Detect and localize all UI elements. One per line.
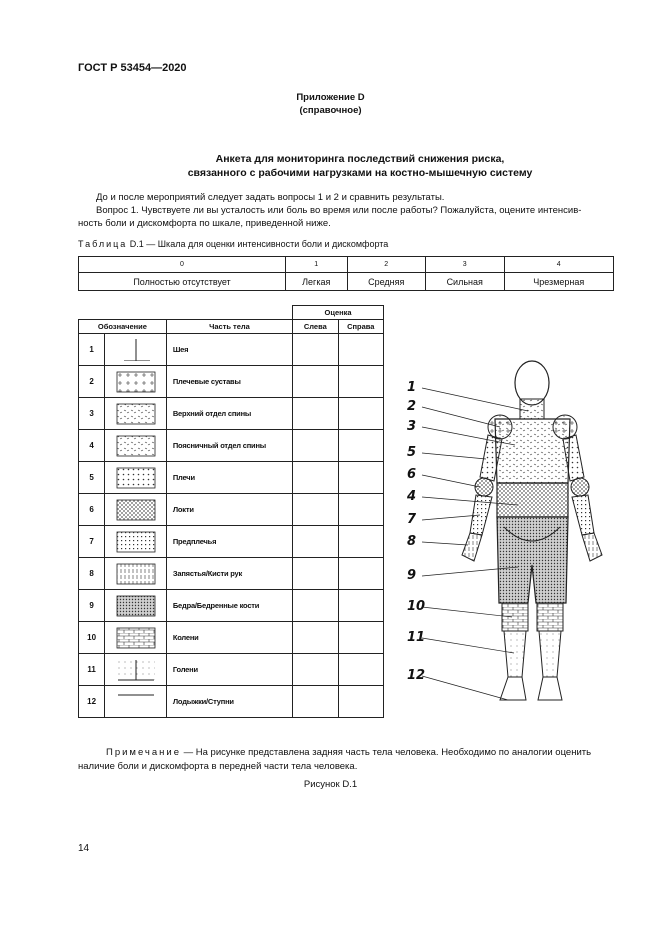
pattern-symbol	[105, 526, 167, 558]
figure-label: 9	[407, 568, 417, 583]
pattern-symbol	[105, 654, 167, 686]
scale-score-cell: 2	[347, 257, 425, 273]
body-part-row	[79, 654, 384, 686]
body-part-name: Голени	[166, 654, 292, 686]
note-text: — На рисунке представлена задняя часть тела человека. Необходимо по аналогии оценить	[181, 747, 592, 758]
note-line-2: наличие боли и дискомфорта в передней части тела человека.	[78, 761, 358, 772]
pattern-dense-icon	[116, 595, 156, 617]
right-rating-cell[interactable]	[338, 398, 383, 430]
body-part-row	[79, 590, 384, 622]
row-number: 2	[79, 366, 105, 398]
title-line-1: Анкета для мониторинга последствий снижения риска,	[215, 153, 505, 165]
right-rating-cell[interactable]	[338, 430, 383, 462]
scale-score-cell: 3	[425, 257, 504, 273]
scale-score-row	[79, 257, 614, 273]
note	[78, 746, 618, 774]
scale-score-cell: 0	[79, 257, 286, 273]
figure-shin-left	[504, 631, 526, 677]
pattern-symbol	[105, 334, 167, 366]
row-number: 6	[79, 494, 105, 526]
figure-label: 3	[407, 419, 417, 434]
body-part-name: Предплечья	[166, 526, 292, 558]
row-number: 12	[79, 686, 105, 718]
body-part-name: Шея	[166, 334, 292, 366]
appendix-subtitle: (справочное)	[299, 105, 362, 116]
pattern-grid-icon	[116, 531, 156, 553]
body-figure	[400, 355, 620, 715]
body-part-row	[79, 334, 384, 366]
figure-label: 2	[407, 399, 417, 414]
right-rating-cell[interactable]	[338, 654, 383, 686]
standard-number: ГОСТ Р 53454—2020	[78, 62, 187, 74]
figure-hand-right	[582, 533, 602, 561]
pattern-dots-icon	[116, 467, 156, 489]
row-number: 8	[79, 558, 105, 590]
pattern-symbol	[105, 558, 167, 590]
row-number: 3	[79, 398, 105, 430]
body-part-row	[79, 686, 384, 718]
body-part-row	[79, 366, 384, 398]
left-rating-cell[interactable]	[293, 494, 338, 526]
figure-head	[515, 361, 549, 405]
row-number: 9	[79, 590, 105, 622]
left-rating-cell[interactable]	[293, 398, 338, 430]
pattern-symbol	[105, 494, 167, 526]
figure-foot-right	[538, 677, 562, 700]
body-part-row	[79, 526, 384, 558]
scale-label-cell: Сильная	[425, 273, 504, 291]
scale-score-cell: 1	[286, 257, 347, 273]
figure-label: 8	[407, 534, 417, 549]
row-number: 10	[79, 622, 105, 654]
pattern-vlines-icon	[116, 563, 156, 585]
figure-label: 7	[407, 512, 417, 527]
body-part-name: Колени	[166, 622, 292, 654]
pattern-dash-icon	[116, 403, 156, 425]
row-number: 4	[79, 430, 105, 462]
right-rating-cell[interactable]	[338, 526, 383, 558]
left-rating-cell[interactable]	[293, 366, 338, 398]
scale-label-row	[79, 273, 614, 291]
row-number: 7	[79, 526, 105, 558]
figure-elbow-right	[571, 478, 589, 496]
table-caption-text: D.1 — Шкала для оценки интенсивности боли и дискомфорта	[127, 239, 389, 249]
figure-label: 12	[407, 668, 426, 683]
left-rating-cell[interactable]	[293, 622, 338, 654]
group-header-row	[79, 306, 384, 320]
pain-scale-table	[78, 256, 614, 291]
right-rating-cell[interactable]	[338, 622, 383, 654]
row-number: 1	[79, 334, 105, 366]
intro-paragraph-2	[78, 204, 618, 230]
intro-p2-line-2: ность боли и дискомфорта по шкале, приведенной ниже.	[78, 218, 331, 229]
figure-label: 4	[407, 489, 417, 504]
pattern-foot-icon	[116, 691, 156, 713]
left-column-header: Слева	[293, 320, 338, 334]
pattern-symbol	[105, 622, 167, 654]
body-part-name: Бедра/Бедренные кости	[166, 590, 292, 622]
column-header-row	[79, 320, 384, 334]
table-caption	[78, 239, 388, 249]
scale-score-cell: 4	[504, 257, 613, 273]
body-part-name: Верхний отдел спины	[166, 398, 292, 430]
body-part-row	[79, 462, 384, 494]
figure-label: 6	[407, 467, 417, 482]
scale-label-cell: Полностью отсутствует	[79, 273, 286, 291]
right-rating-cell[interactable]	[338, 334, 383, 366]
pattern-brick-icon	[116, 627, 156, 649]
title-line-2: связанного с рабочими нагрузками на костно-мышечную систему	[187, 167, 533, 179]
pattern-symbol	[105, 462, 167, 494]
note-prefix: Примечание	[106, 747, 181, 758]
rating-group-header: Оценка	[293, 306, 384, 320]
right-rating-cell[interactable]	[338, 558, 383, 590]
left-rating-cell[interactable]	[293, 558, 338, 590]
figure-knee-left	[502, 603, 528, 631]
figure-caption: Рисунок D.1	[303, 779, 358, 790]
right-rating-cell[interactable]	[338, 686, 383, 718]
pattern-symbol	[105, 430, 167, 462]
body-parts-table	[78, 305, 384, 718]
figure-knee-right	[537, 603, 563, 631]
body-part-row	[79, 622, 384, 654]
intro-paragraph-1: До и после мероприятий следует задать вопросы 1 и 2 и сравнить результаты.	[96, 192, 445, 203]
body-part-row	[79, 558, 384, 590]
figure-label: 11	[407, 630, 426, 645]
figure-label: 5	[407, 445, 417, 460]
body-part-row	[79, 430, 384, 462]
body-part-row	[79, 494, 384, 526]
body-part-name: Поясничный отдел спины	[166, 430, 292, 462]
body-part-name: Запястья/Кисти рук	[166, 558, 292, 590]
figure-neck	[520, 399, 544, 419]
body-part-name: Плечи	[166, 462, 292, 494]
left-rating-cell[interactable]	[293, 590, 338, 622]
body-part-name: Лодыжки/Ступни	[166, 686, 292, 718]
part-column-header: Часть тела	[166, 320, 292, 334]
pattern-symbol	[105, 398, 167, 430]
scale-label-cell: Чрезмерная	[504, 273, 613, 291]
scale-label-cell: Средняя	[347, 273, 425, 291]
figure-forearm-right	[572, 495, 594, 535]
right-rating-cell[interactable]	[338, 366, 383, 398]
figure-label: 1	[407, 380, 417, 395]
figure-hand-left	[462, 533, 482, 561]
pattern-symbol	[105, 366, 167, 398]
row-number: 11	[79, 654, 105, 686]
table-caption-prefix: Таблица	[78, 239, 128, 249]
left-rating-cell[interactable]	[293, 334, 338, 366]
left-rating-cell[interactable]	[293, 462, 338, 494]
pattern-blank-icon	[116, 435, 156, 457]
figure-shin-right	[539, 631, 561, 677]
body-part-name: Локти	[166, 494, 292, 526]
left-rating-cell[interactable]	[293, 526, 338, 558]
pattern-symbol	[105, 686, 167, 718]
pattern-symbol	[105, 590, 167, 622]
body-part-row	[79, 398, 384, 430]
left-rating-cell[interactable]	[293, 654, 338, 686]
intro-p2-line-1: Вопрос 1. Чувствуете ли вы усталость или боль во время или после работы? Пожалуйста, оцените интенсив-	[96, 205, 582, 216]
document-title	[100, 152, 620, 180]
right-rating-cell[interactable]	[338, 590, 383, 622]
symbol-column-header: Обозначение	[79, 320, 167, 334]
right-rating-cell[interactable]	[338, 494, 383, 526]
figure-foot-left	[500, 677, 526, 700]
appendix-title: Приложение D	[296, 92, 365, 103]
page-number: 14	[78, 843, 90, 854]
right-rating-cell[interactable]	[338, 462, 383, 494]
body-part-name: Плечевые суставы	[166, 366, 292, 398]
right-column-header: Справа	[338, 320, 383, 334]
figure-elbow-left	[475, 478, 493, 496]
scale-label-cell: Легкая	[286, 273, 347, 291]
pattern-neck-icon	[116, 339, 156, 361]
figure-label: 10	[407, 599, 426, 614]
left-rating-cell[interactable]	[293, 686, 338, 718]
pattern-cross-icon	[116, 499, 156, 521]
figure-lower-back	[497, 483, 568, 517]
row-number: 5	[79, 462, 105, 494]
pattern-plus-icon	[116, 371, 156, 393]
pattern-shin-icon	[116, 659, 156, 681]
left-rating-cell[interactable]	[293, 430, 338, 462]
